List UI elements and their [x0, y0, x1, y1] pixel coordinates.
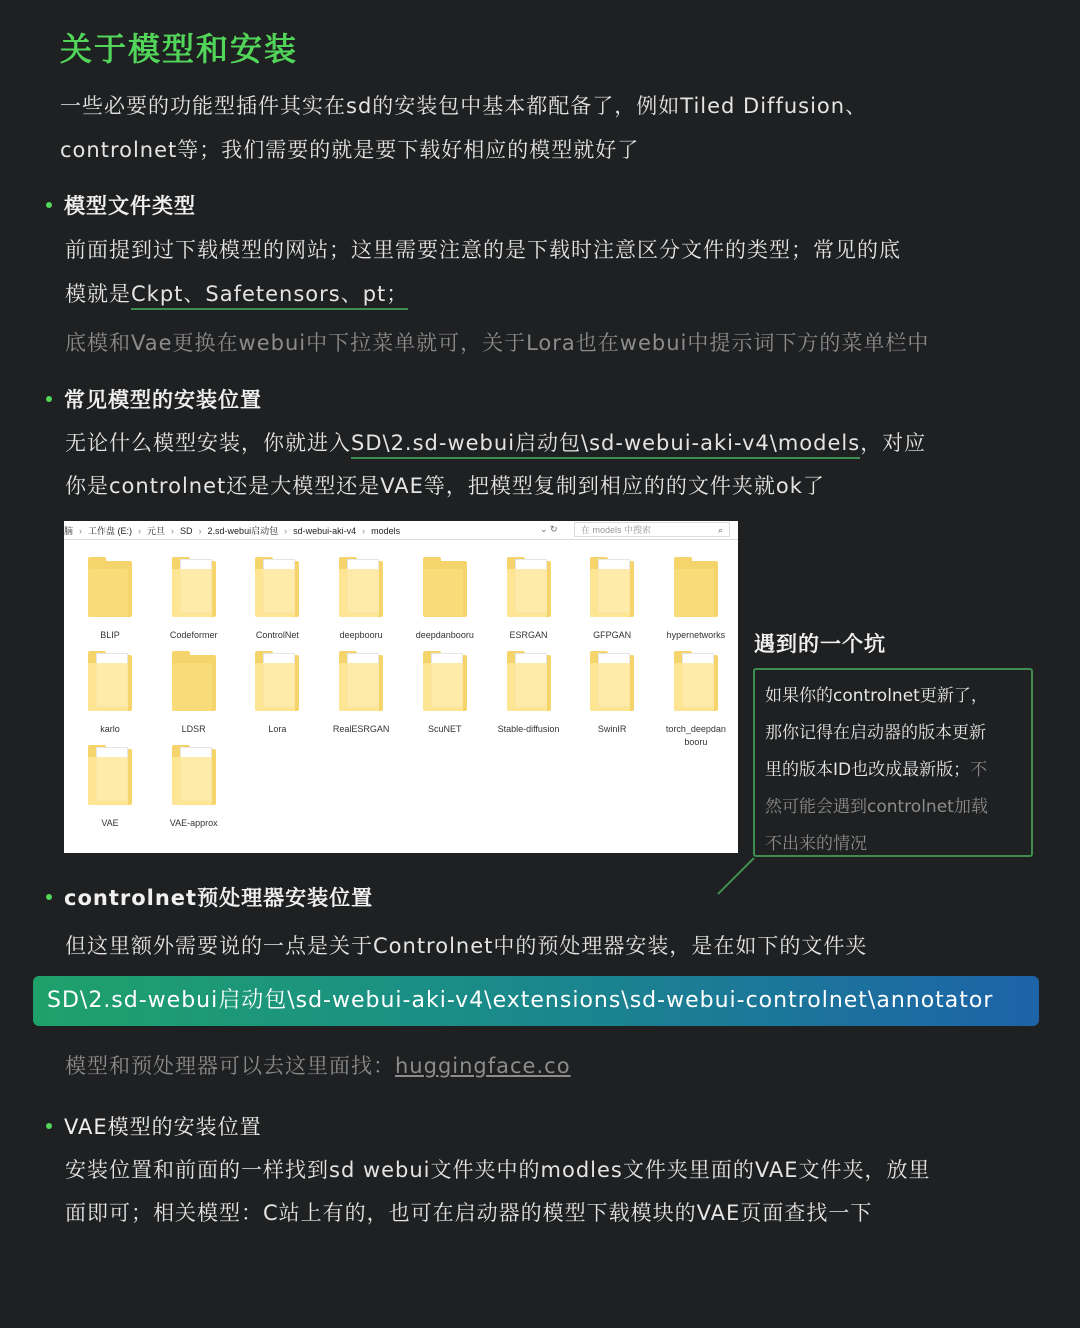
folder-label: ControlNet	[255, 630, 299, 640]
folder-label: VAE-approx	[169, 818, 218, 828]
section2-line-1	[65, 427, 926, 457]
annotator-path-bar: SD\2.sd-webui启动包\sd-webui-aki-v4\extensions\sd-webui-controlnet\annotator	[33, 976, 1039, 1026]
address-controls: ⌄ ↻	[540, 524, 558, 534]
folder-item[interactable]	[570, 651, 654, 736]
breadcrumb-separator-icon: ›	[171, 526, 175, 536]
file-types-highlight: Ckpt、Safetensors、pt；	[131, 282, 408, 310]
folder-label: BLIP	[100, 630, 120, 640]
folder-label: RealESRGAN	[332, 724, 390, 734]
explorer-screenshot	[64, 521, 738, 853]
folder-item[interactable]	[319, 557, 403, 642]
folder-icon	[674, 651, 718, 711]
folder-icon	[255, 651, 299, 711]
search-input[interactable]	[574, 522, 730, 537]
breadcrumb-separator-icon: ›	[138, 526, 142, 536]
section2-line-1-prefix: 无论什么模型安装，你就进入	[65, 431, 351, 455]
folder-icon	[88, 651, 132, 711]
folder-label: ESRGAN	[509, 630, 548, 640]
bullet-dot-icon	[46, 894, 52, 900]
folder-item[interactable]	[152, 557, 236, 642]
folder-label: SwinIR	[597, 724, 627, 734]
section3-note	[65, 1050, 571, 1080]
section1-line-2-prefix: 模就是	[65, 282, 131, 306]
section-preprocessor-location	[46, 882, 373, 912]
section2-line-1-suffix: ，对应	[860, 431, 927, 455]
folder-icon	[339, 651, 383, 711]
folder-icon	[507, 557, 551, 617]
folder-icon	[339, 557, 383, 617]
folder-icon	[423, 651, 467, 711]
callout-line: 然可能会遇到controlnet加载	[765, 797, 988, 817]
breadcrumb-item[interactable]: SD	[180, 526, 193, 536]
breadcrumb-item[interactable]: 脑	[64, 526, 74, 536]
page-title: 关于模型和安装	[60, 30, 299, 68]
intro-line-1: 一些必要的功能型插件其实在sd的安装包中基本都配备了，例如Tiled Diffusion、	[60, 94, 868, 118]
folder-item[interactable]	[570, 557, 654, 642]
folder-icon	[172, 651, 216, 711]
folder-label: LDSR	[181, 724, 206, 734]
folder-item[interactable]	[654, 557, 738, 642]
folder-label: GFPGAN	[593, 630, 632, 640]
callout-title: 遇到的一个坑	[754, 632, 886, 656]
folder-icon	[255, 557, 299, 617]
section-vae-location	[46, 1111, 262, 1141]
section-title: 常见模型的安装位置	[64, 388, 262, 412]
callout-line: 那你记得在启动器的版本更新	[765, 723, 986, 743]
folder-label: VAE	[101, 818, 119, 828]
folder-item[interactable]	[487, 557, 571, 642]
bullet-dot-icon	[46, 396, 52, 402]
breadcrumb-separator-icon: ›	[198, 526, 202, 536]
breadcrumb-item[interactable]: 工作盘 (E:)	[88, 526, 133, 536]
breadcrumb-item[interactable]: sd-webui-aki-v4	[293, 526, 357, 536]
folder-icon	[172, 745, 216, 805]
folder-item[interactable]	[68, 745, 152, 830]
section4-line-2: 面即可；相关模型：C站上有的，也可在启动器的模型下载模块的VAE页面查找一下	[65, 1201, 873, 1225]
folder-icon	[507, 651, 551, 711]
folder-icon	[172, 557, 216, 617]
breadcrumb-item[interactable]: models	[371, 526, 401, 536]
folder-label: Lora	[268, 724, 287, 734]
folder-icon	[674, 557, 718, 617]
section-model-file-types	[46, 190, 196, 220]
breadcrumb-separator-icon: ›	[362, 526, 366, 536]
breadcrumb-item[interactable]: 2.sd-webui启动包	[207, 526, 279, 536]
folder-icon	[88, 745, 132, 805]
bullet-dot-icon	[46, 1123, 52, 1129]
section3-note-prefix: 模型和预处理器可以去这里面找：	[65, 1054, 395, 1078]
search-placeholder: 在 models 中搜索	[581, 525, 652, 535]
callout-connector	[716, 856, 756, 896]
folder-item[interactable]	[487, 651, 571, 736]
intro-line-2: controlnet等；我们需要的就是要下载好相应的模型就好了	[60, 138, 640, 162]
folder-label: karlo	[100, 724, 120, 734]
section1-line-1: 前面提到过下载模型的网站；这里需要注意的是下载时注意区分文件的类型；常见的底	[65, 238, 901, 262]
folder-label: ScuNET	[428, 724, 462, 734]
section1-line-2	[65, 278, 408, 308]
folder-icon	[423, 557, 467, 617]
breadcrumb-separator-icon: ›	[79, 526, 83, 536]
folder-item[interactable]	[68, 557, 152, 642]
section3-line-1: 但这里额外需要说的一点是关于Controlnet中的预处理器安装，是在如下的文件夹	[65, 934, 868, 958]
folder-label: Codeformer	[169, 630, 218, 640]
section-title: 模型文件类型	[64, 194, 196, 218]
folder-label: torch_deepdan booru	[665, 724, 726, 747]
folder-item[interactable]	[235, 651, 319, 736]
folder-label: hypernetworks	[666, 630, 726, 640]
folder-item[interactable]	[68, 651, 152, 736]
section4-line-1: 安装位置和前面的一样找到sd webui文件夹中的modles文件夹里面的VAE文件夹，放里	[65, 1158, 931, 1182]
section2-line-2: 你是controlnet还是大模型还是VAE等，把模型复制到相应的的文件夹就ok了	[65, 474, 825, 498]
address-bar	[64, 521, 738, 540]
folder-item[interactable]	[152, 651, 236, 736]
callout-line: 如果你的controlnet更新了，	[765, 686, 988, 706]
folder-item[interactable]	[654, 651, 738, 749]
folder-icon	[590, 557, 634, 617]
folder-item[interactable]	[235, 557, 319, 642]
breadcrumb-separator-icon: ›	[284, 526, 288, 536]
models-path-highlight: SD\2.sd-webui启动包\sd-webui-aki-v4\models	[351, 431, 860, 459]
huggingface-link[interactable]: huggingface.co	[395, 1054, 571, 1078]
folder-icon	[590, 651, 634, 711]
bullet-dot-icon	[46, 202, 52, 208]
folder-label: deepdanbooru	[415, 630, 474, 640]
folder-label: Stable-diffusion	[497, 724, 560, 734]
folder-item[interactable]	[319, 651, 403, 736]
folder-item[interactable]	[403, 651, 487, 736]
callout-line: 里的版本ID也改成最新版；不	[765, 760, 988, 780]
folder-item[interactable]	[403, 557, 487, 642]
callout-line: 不出来的情况	[765, 834, 867, 854]
folder-label: deepbooru	[339, 630, 383, 640]
folder-icon	[88, 557, 132, 617]
section1-note: 底模和Vae更换在webui中下拉菜单就可，关于Lora也在webui中提示词下方的菜单栏中	[65, 331, 930, 355]
callout-box	[753, 668, 1033, 857]
folder-item[interactable]	[152, 745, 236, 830]
section-install-location	[46, 384, 262, 414]
section-title: controlnet预处理器安装位置	[64, 886, 374, 910]
section-title: VAE模型的安装位置	[64, 1115, 262, 1139]
search-icon: ⌕	[717, 525, 723, 535]
breadcrumb	[64, 524, 406, 537]
breadcrumb-item[interactable]: 元旦	[147, 526, 166, 536]
